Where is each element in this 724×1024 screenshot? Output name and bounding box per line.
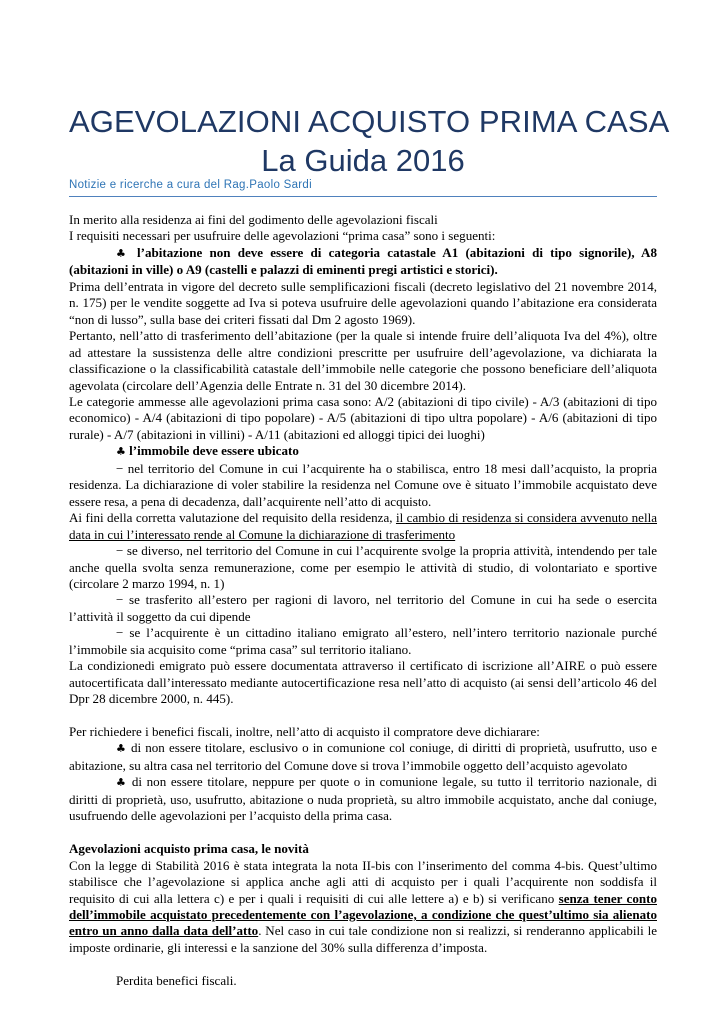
paragraph-estero: − se trasferito all’estero per ragioni di lavoro, nel territorio del Comune in cui ha sede o esercita l’attività il soggetto da cui dipende	[69, 592, 657, 624]
section-heading-novita	[69, 841, 657, 857]
club-suit-icon: ♣	[116, 246, 130, 260]
intro-line-2: I requisiti necessari per usufruire delle agevolazioni “prima casa” sono i seguenti:	[69, 228, 496, 244]
spacer	[69, 825, 657, 841]
cambio-residenza-underlined: il cambio di residenza si considera avvenuto nella data in cui l’interessato rende al Comune la dichiarazione di trasferimento	[69, 510, 658, 542]
paragraph-categorie: Le categorie ammesse alle agevolazioni prima casa sono: A/2 (abitazioni di tipo civile) - A/3 (abitazioni di tipo economico) - A/4 (abitazioni di tipo popolare) - A/5 (abitazioni di tipo ultra popolare) - A/6 (abitazioni di tipo rurale) - A/7 (abitazioni in villini) - A/11 (abitazioni ed alloggi tipici dei luoghi)	[69, 393, 657, 442]
paragraph-aire: La condizionedi emigrato può essere documentata attraverso il certificato di iscrizione all’AIRE o può essere autocertificata dall’interessato mediante autocertificazione resa nell’atto di acquisto (ai sensi dell’articolo 46 del Dpr 28 dicembre 2000, n. 445).	[69, 658, 657, 707]
paragraph-residenza: − nel territorio del Comune in cui l’acquirente ha o stabilisca, entro 18 mesi dall’acquisto, la propria residenza. La dichiarazione di voler stabilire la residenza nel Comune ove è situato l’immobile acquistato deve essere resa, a pena di decadenza, dall’acquirente nell’atto di acquisto.	[69, 460, 657, 509]
stabilita-text: Con la legge di Stabilità 2016 è stata integrata la nota II-bis con l’inserimento del comma 4-bis. Quest’ultimo stabilisce che l’agevolazione si applica anche agli atti di acquisto per i quali l’acquirente non soddisfa il requisito di cui alla lettera c) e per i quali i requisiti di cui alle lettere a) e b) si verificano	[69, 857, 657, 906]
paragraph-stabilita	[69, 858, 657, 957]
document-body	[69, 212, 657, 989]
section-heading-novita-text: Agevolazioni acquisto prima casa, le novità	[69, 841, 309, 857]
paragraph-dichiarare: Per richiedere i benefici fiscali, inoltre, nell’atto di acquisto il compratore deve dichiarare:	[69, 724, 540, 740]
paragraph-cambio-residenza	[69, 510, 657, 543]
bullet-titolare-nazionale	[69, 774, 657, 824]
club-suit-icon: ♣	[116, 445, 126, 459]
spacer	[69, 708, 657, 724]
paragraph-pertanto: Pertanto, nell’atto di trasferimento dell’abitazione (per la quale si intende fruire dell’aliquota Iva del 4%), oltre ad attestare la sussistenza delle altre condizioni prescritte per usufruire dell’agevolazione, va dichiarata la classificazione o la classificabilità catastale dell’immobile nelle categorie che possono beneficiare dell’aliquota agevolata (circolare dell’Agenzia delle Entrate n. 31 del 30 dicembre 2014).	[69, 328, 657, 393]
club-suit-icon: ♣	[116, 776, 128, 790]
spacer	[69, 956, 657, 972]
paragraph-emigrato: − se l’acquirente è un cittadino italiano emigrato all’estero, nell’intero territorio nazionale purché l’immobile sia acquisito come “prima casa” sul territorio italiano.	[69, 625, 657, 657]
bullet-titolare-comune	[69, 740, 657, 774]
bullet-category	[69, 245, 657, 279]
intro-line-1: In merito alla residenza ai fini del godimento delle agevolazioni fiscali	[69, 212, 438, 227]
page-title-line1: AGEVOLAZIONI ACQUISTO PRIMA CASA	[69, 104, 670, 139]
page-title-line2: La Guida 2016	[261, 143, 465, 178]
paragraph-se-diverso: − se diverso, nel territorio del Comune in cui l’acquirente svolge la propria attività, intendendo per tale anche quella svolta senza remunerazione, come per esempio le attività di studio, di volontariato e sportive (circolare 2 marzo 1994, n. 1)	[69, 543, 657, 591]
bullet-category-text: l’abitazione non deve essere di categoria catastale A1 (abitazioni di tipo signorile), A8 (abitazioni in ville) o A9 (castelli e palazzi di eminenti pregi artistici e storici).	[69, 244, 658, 278]
bullet-ubicato-text: l’immobile deve essere ubicato	[129, 443, 299, 459]
bullet-ubicato	[69, 443, 657, 460]
stabilita-bold-underlined: senza tener conto dell’immobile acquistato precedentemente con l’agevolazione, a condizione che quest’ultimo sia alienato entro un anno dalla data dell’atto	[69, 890, 657, 939]
bullet-titolare-comune-text: di non essere titolare, esclusivo o in comunione col coniuge, di diritti di proprietà, usufrutto, uso e abitazione, su altra casa nel territorio del Comune dove si trova l’immobile oggetto dell’acquisto agevolato	[69, 740, 657, 773]
bullet-titolare-nazionale-text: di non essere titolare, neppure per quote o in comunione legale, su tutto il territorio nazionale, di diritti di proprietà, uso, usufrutto, abitazione o nuda proprietà, su altro immobile acquistato, anche dal coniuge, usufruendo delle agevolazioni per l’acquisto della prima casa.	[69, 774, 657, 824]
paragraph-perdita-benefici: Perdita benefici fiscali.	[116, 972, 237, 988]
stabilita-text-end: . Nel caso in cui tale condizione non si realizzi, si renderanno applicabili le imposte ordinarie, gli interessi e la sanzione del 30% sulla differenza d’imposta.	[69, 923, 658, 955]
title-divider	[69, 196, 657, 197]
page-subtitle: Notizie e ricerche a cura del Rag.Paolo Sardi	[69, 179, 312, 191]
cambio-residenza-text: Ai fini della corretta valutazione del requisito della residenza,	[69, 510, 396, 526]
club-suit-icon: ♣	[116, 742, 127, 756]
paragraph-decreto: Prima dell’entrata in vigore del decreto sulle semplificazioni fiscali (decreto legislativo del 21 novembre 2014, n. 175) per le vendite soggette ad Iva si poteva usufruire delle agevolazioni quando l’abitazione era considerata “non di lusso”, sulla base dei criteri fissati dal Dm 2 agosto 1969).	[69, 278, 657, 327]
